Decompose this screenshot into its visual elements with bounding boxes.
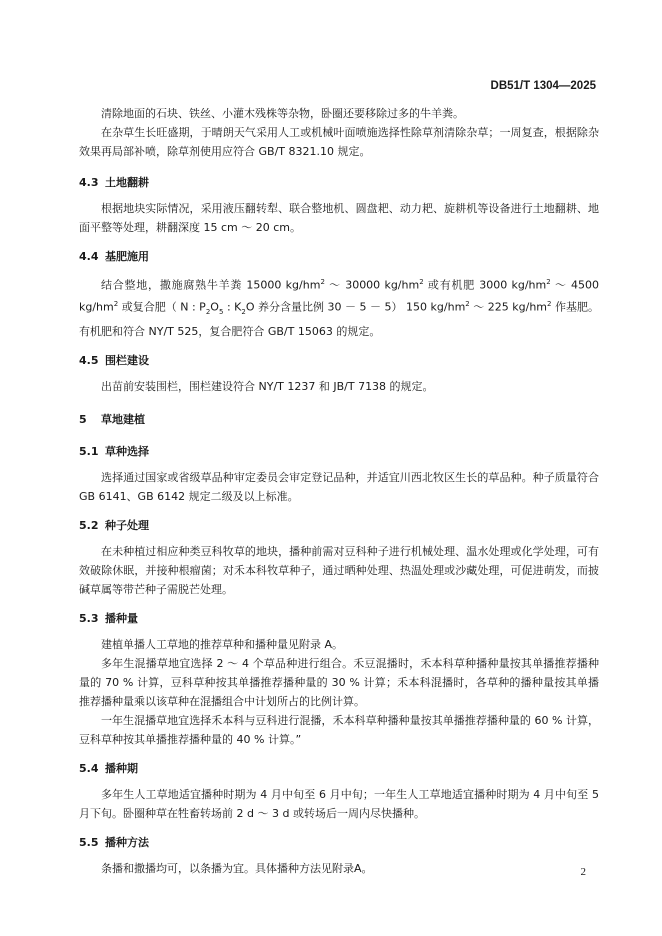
section-number: 4.4 <box>79 250 99 263</box>
body-paragraph: 选择通过国家或省级草品种审定委员会审定登记品种，并适宜川西北牧区生长的草品种。种子质量符合 GB 6141、GB 6142 规定二级及以上标准。 <box>79 470 599 503</box>
section-heading <box>79 518 599 534</box>
section-number: 5.3 <box>79 611 99 625</box>
body-paragraph: 在杂草生长旺盛期，于晴朗天气采用人工或机械叶面喷施选择性除草剂清除杂草；一周复查，根据除杂效果再局部补喷，除草剂使用应符合 GB/T 8321.10 规定。 <box>79 126 599 158</box>
document-code-header: DB51/T 1304—2025 <box>490 80 596 92</box>
section-number: 5.1 <box>79 444 99 458</box>
section-title: 草种选择 <box>105 444 149 458</box>
section-heading <box>79 611 599 627</box>
section-number: 5.2 <box>79 518 99 532</box>
section-number: 5.5 <box>79 835 99 849</box>
body-paragraph: 建植单播人工草地的推荐草种和播种量见附录 A。 <box>101 637 344 651</box>
section-heading <box>79 249 599 265</box>
section-title: 种子处理 <box>105 518 149 532</box>
section-title: 基肥施用 <box>105 250 149 263</box>
body-paragraph: 出苗前安装围栏，围栏建设符合 NY/T 1237 和 JB/T 7138 的规定。 <box>101 379 434 393</box>
section-heading <box>79 412 599 428</box>
section-title: 播种期 <box>105 761 138 775</box>
body-paragraph: 结合整地，撒施腐熟牛羊粪 15000 $kg/hm^2$ ～ 30000 $kg/hm^2$ 或有机肥 3000 $kg/hm^2$ ～ 4500 $kg/hm^2$ 或复合肥（ N : $P_2O_5$ : $K_2O$ 养分含量比例 30 － 5 － 5） 150 $kg/hm^2$ ～ 225 $kg/hm^2$ 作基肥。有机肥和符合 NY/T 525，复合肥符合 GB/T 15063 的规定。 <box>79 278 600 338</box>
body-paragraph: 多年生人工草地适宜播种时期为 4 月中旬至 6 月中旬；一年生人工草地适宜播种时期为 4 月中旬至 5 月下旬。卧圈种草在牲畜转场前 2 d ～ 3 d 或转场后一周内尽快播种。 <box>79 787 599 820</box>
section-heading <box>79 175 599 191</box>
page-number: 2 <box>580 866 586 878</box>
section-heading <box>79 835 599 851</box>
section-number: 5 <box>79 412 87 426</box>
section-title: 围栏建设 <box>105 353 149 367</box>
body-paragraph: 根据地块实际情况，采用液压翻转犁、联合整地机、圆盘耙、动力耙、旋耕机等设备进行土地翻耕、地面平整等处理，耕翻深度 15 cm ～ 20 cm。 <box>79 202 599 234</box>
body-paragraph: 条播和撒播均可，以条播为宜。具体播种方法见附录A。 <box>101 861 373 875</box>
body-paragraph: 一年生混播草地宜选择禾本科与豆科进行混播，禾本科草种播种量按其单播推荐播种量的 60 % 计算，豆科草种按其单播推荐播种量的 40 % 计算。” <box>79 713 599 746</box>
document-body <box>79 104 599 878</box>
section-title: 播种量 <box>105 611 138 625</box>
body-paragraph: 清除地面的石块、铁丝、小灌木残株等杂物，卧圈还要移除过多的牛羊粪。 <box>101 107 464 120</box>
section-number: 4.3 <box>79 176 99 189</box>
section-heading <box>79 444 599 460</box>
section-number: 5.4 <box>79 761 99 775</box>
section-number: 4.5 <box>79 353 99 367</box>
section-heading <box>79 353 599 369</box>
body-paragraph: 多年生混播草地宜选择 2 ～ 4 个草品种进行组合。禾豆混播时，禾本科草种播种量按其单播推荐播种量的 70 % 计算，豆科草种按其单播推荐播种量的 30 % 计算；禾本科混播时，各草种的播种量按其单播推荐播种量乘以该草种在混播组合中计划所占的比例计算。 <box>79 656 599 708</box>
section-heading <box>79 761 599 777</box>
section-title: 草地建植 <box>101 412 145 426</box>
section-title: 播种方法 <box>105 835 149 849</box>
body-paragraph: 在未种植过相应种类豆科牧草的地块，播种前需对豆科种子进行机械处理、温水处理或化学处理，可有效破除休眠，并接种根瘤菌；对禾本科牧草种子，通过晒种处理、热温处理或沙藏处理，可促进萌发，而披碱草属等带芒种子需脱芒处理。 <box>79 544 599 596</box>
section-title: 土地翻耕 <box>105 176 149 189</box>
